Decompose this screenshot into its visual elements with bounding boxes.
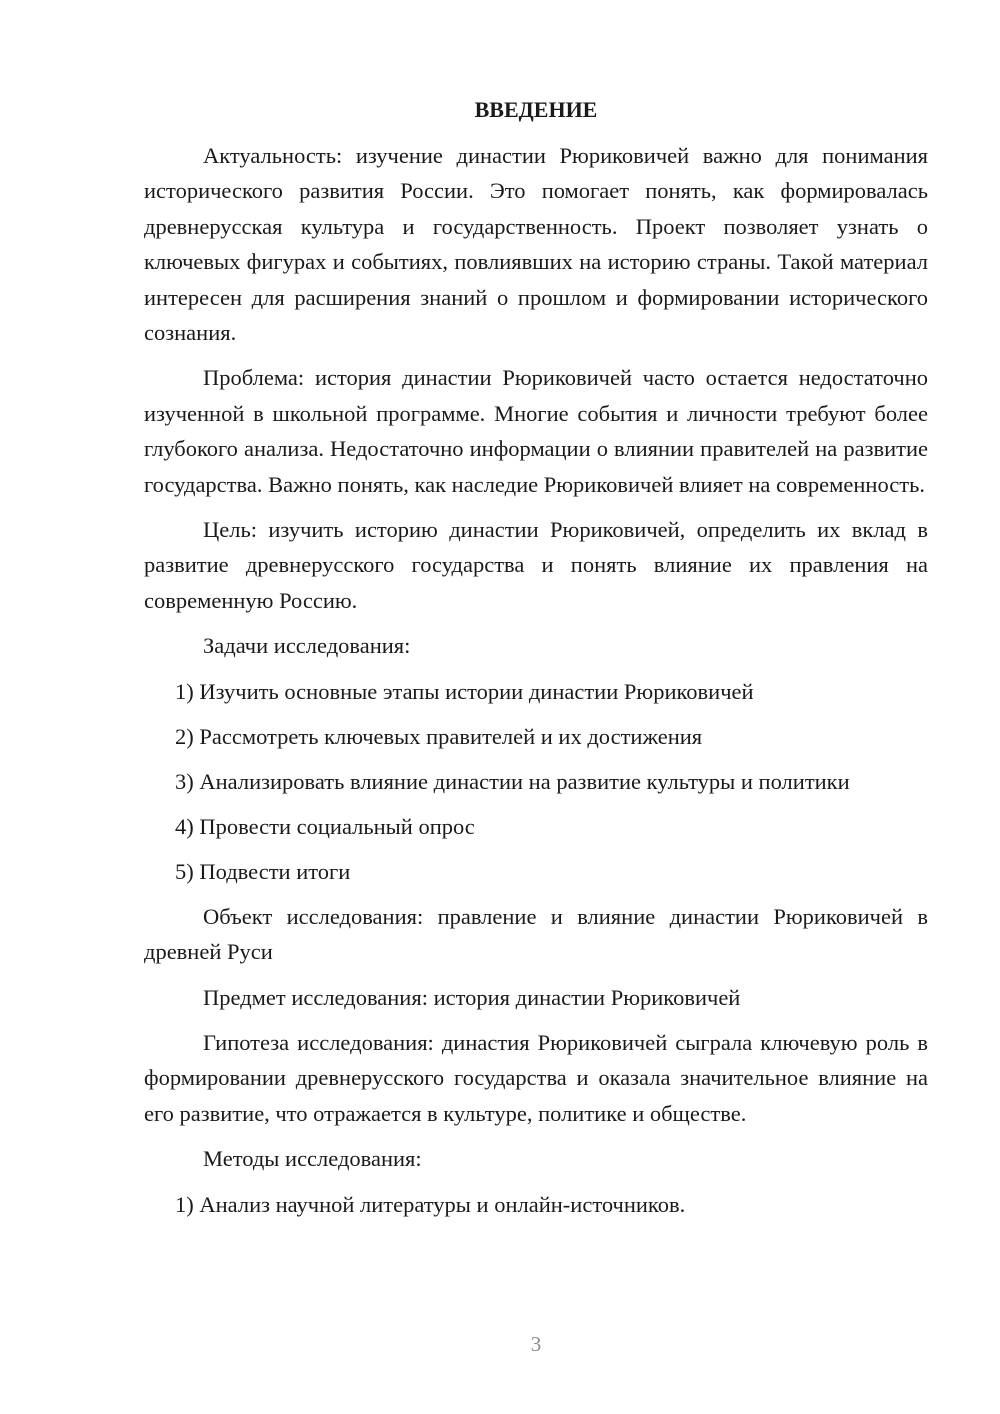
object-paragraph: Объект исследования: правление и влияние династии Рюриковичей в древней Руси <box>144 903 928 965</box>
subject-paragraph: Предмет исследования: история династии Рюриковичей <box>203 984 741 1010</box>
methods-heading: Методы исследования: <box>203 1146 422 1172</box>
document-page <box>144 92 928 1232</box>
relevance-paragraph: Актуальность: изучение династии Рюриковичей важно для понимания исторического развития России. Это помогает понять, как формировалась древнерусская культура и государственность. Проект позволяет узнать о ключевых фигурах и событиях, повлиявших на историю страны. Такой материал интересен для расширения знаний о прошлом и формировании исторического сознания. <box>144 143 928 346</box>
task-item: 2) Рассмотреть ключевых правителей и их достижения <box>175 723 703 749</box>
task-item: 1) Изучить основные этапы истории династии Рюриковичей <box>175 678 754 704</box>
problem-paragraph: Проблема: история династии Рюриковичей часто остается недостаточно изученной в школьной программе. Многие события и личности требуют более глубокого анализа. Недостаточно информации о влиянии правителей на развитие государства. Важно понять, как наследие Рюриковичей влияет на современность. <box>144 365 928 497</box>
task-item: 5) Подвести итоги <box>175 858 351 884</box>
task-item: 3) Анализировать влияние династии на развитие культуры и политики <box>175 768 850 794</box>
method-item: 1) Анализ научной литературы и онлайн-источников. <box>175 1191 686 1217</box>
page-number: 3 <box>530 1332 542 1356</box>
hypothesis-paragraph: Гипотеза исследования: династия Рюриковичей сыграла ключевую роль в формировании древнерусского государства и оказала значительное влияние на его развитие, что отражается в культуре, политике и обществе. <box>144 1029 928 1126</box>
section-title: ВВЕДЕНИЕ <box>474 97 598 122</box>
goal-paragraph: Цель: изучить историю династии Рюриковичей, определить их вклад в развитие древнерусского государства и понять влияние их правления на современную Россию. <box>144 517 928 613</box>
tasks-heading: Задачи исследования: <box>203 633 411 659</box>
task-item: 4) Провести социальный опрос <box>175 813 475 839</box>
